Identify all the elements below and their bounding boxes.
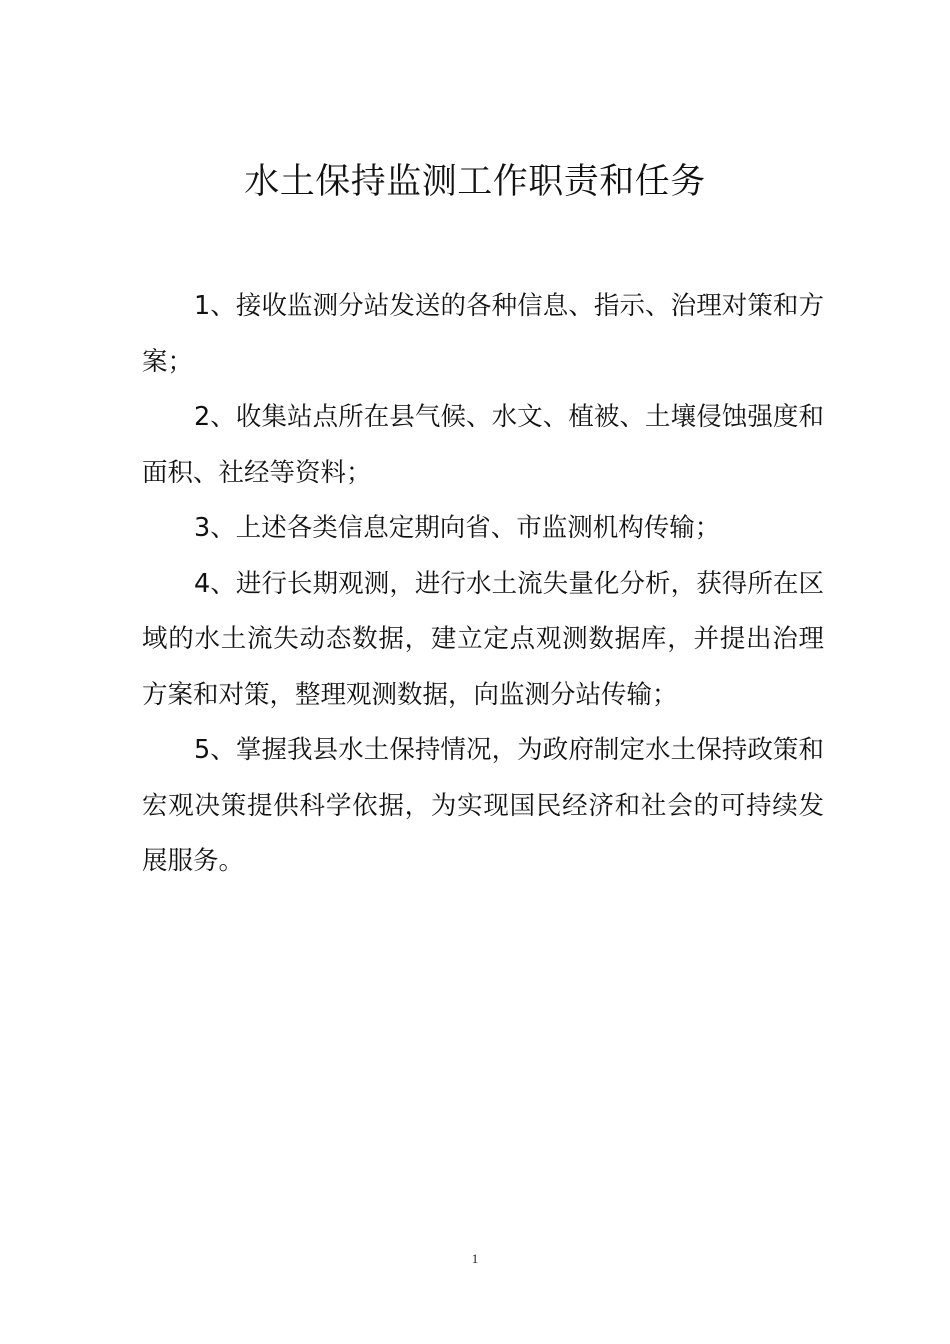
page-number: 1: [471, 1251, 479, 1266]
document-body: [142, 279, 824, 890]
paragraph-1: 1、接收监测分站发送的各种信息、指示、治理对策和方案；: [142, 291, 824, 377]
document-title: 水土保持监测工作职责和任务: [244, 162, 706, 202]
paragraph-5: 5、掌握我县水土保持情况，为政府制定水土保持政策和宏观决策提供科学依据，为实现国民经济和社会的可持续发展服务。: [142, 735, 824, 876]
paragraph-4: 4、进行长期观测，进行水土流失量化分析，获得所在区域的水土流失动态数据，建立定点观测数据库，并提出治理方案和对策，整理观测数据，向监测分站传输；: [142, 568, 824, 710]
paragraph-3: 3、上述各类信息定期向省、市监测机构传输；: [194, 513, 721, 543]
paragraph-2: 2、收集站点所在县气候、水文、植被、土壤侵蚀强度和面积、社经等资料；: [142, 402, 824, 488]
